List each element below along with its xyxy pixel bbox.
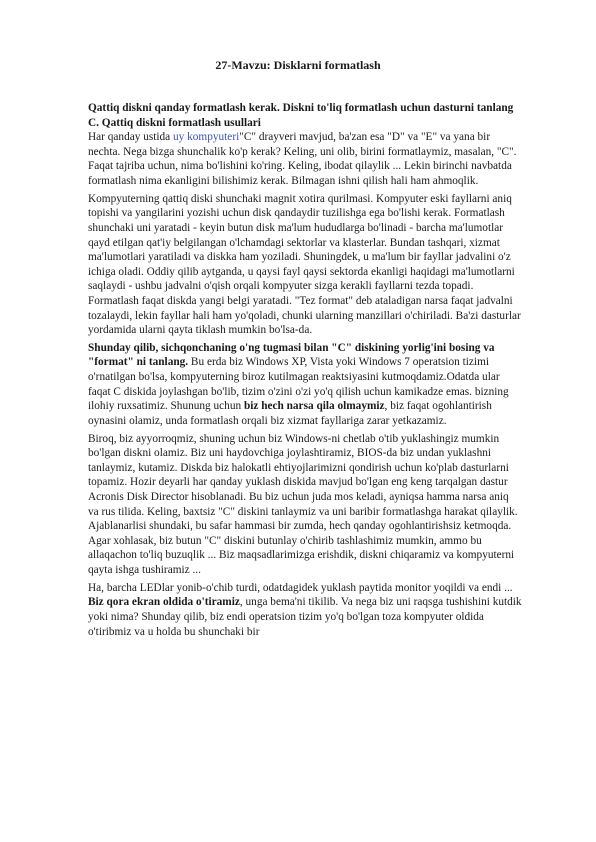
paragraph-3 bbox=[88, 341, 522, 429]
home-computer-link[interactable]: uy kompyuteri bbox=[173, 131, 240, 144]
section-heading: Qattiq diskni qanday formatlash kerak. Diskni to'liq formatlash uchun dasturni tanlang C. Qattiq diskni formatlash usullari bbox=[88, 102, 514, 129]
paragraph-5-text-end: , unga bema'ni tikilib. Va nega biz uni raqsga tushishini kutdik yoki nima? Shunday qilib, biz endi operatsion tizim yo'q bo'lgan toza kompyuter oldida o'tiribmiz va u holda bu shunchaki bir bbox=[88, 596, 522, 638]
paragraph-2: Kompyuterning qattiq diski shunchaki magnit xotira qurilmasi. Kompyuter eski fayllarni aniq topishi va yangilarini yozishi uchun disk qandaydir tuzilishga ega bo'lishi kerak. Formatlash shunchaki uni yaratadi - keyin butun disk ma'lum hududlarga bo'linadi - barcha ma'lumotlar qayd etilgan qat'iy belgilangan o'lchamdagi sektorlar va klasterlar. Bundan tashqari, xizmat ma'lumotlari yaratiladi va diskka ham yoziladi. Shuningdek, u ma'lum bir fayllar jadvalini o'z ichiga oladi. Oddiy qilib aytganda, u qaysi fayl qaysi sektorda ekanligi haqidagi ma'lumotlarni saqlaydi - ushbu jadvalni o'qish orqali kompyuter sizga kerakli fayllarni tezda topadi. Formatlash faqat diskda yangi belgi yaratadi. "Tez format" deb ataladigan narsa faqat jadvalni tozalaydi, lekin fayllar hali ham yo'qoladi, chunki ularning manzillari o'chiriladi. Ba'zi dasturlar yordamida ularni qayta tiklash mumkin bo'lsa-da. bbox=[88, 192, 521, 337]
paragraph-1-text-start: Har qanday ustida bbox=[88, 131, 174, 144]
paragraph-3-bold-phrase: biz hech narsa qila olmaymiz bbox=[243, 400, 385, 413]
document-title: 27-Mavzu: Disklarni formatlash bbox=[215, 58, 381, 72]
paragraph-4: Biroq, biz ayyorroqmiz, shuning uchun biz Windows-ni chetlab o'tib yuklashingiz mumkin bo'lgan diskni olamiz. Biz uni haydovchiga joylashtiramiz, BIOS-da biz undan yuklashni tanlaymiz, kutamiz. Diskda biz halokatli ehtiyojlarimizni qondirish uchun ko'plab dasturlarni topamiz. Hozir deyarli har qanday yuklash diskida mavjud bo'lgan eng keng tarqalgan dastur Acronis Disk Director hisoblanadi. Bu biz uchun juda mos keladi, ayniqsa hamma narsa aniq va rus tilida. Keling, baxtsiz "C" diskini tanlaymiz va uni baribir formatlashga harakat qilaylik. Ajablanarlisi shundaki, bu safar hammasi bir zumda, hech qanday ogohlantirishsiz ketmoqda. Agar xohlasak, biz butun "C" diskini butunlay o'chirib tashlashimiz mumkin, ammo bu allaqachon to'liq buzuqlik ... Biz maqsadlarimizga erishdik, diskni chiqaramiz va kompyuterni qayta ishga tushiramiz ... bbox=[88, 432, 518, 576]
paragraph-5 bbox=[88, 581, 522, 639]
paragraph-3-text-end: , biz faqat ogohlantirish oynasini olamiz, unda formatlash orqali biz xizmat fayllariga zarar yetkazamiz. bbox=[88, 400, 492, 427]
paragraph-3-bold-intro: Shunday qilib, sichqonchaning o'ng tugmasi bilan "C" diskining yorlig'ini bosing va "format" ni tanlang. bbox=[88, 341, 495, 369]
paragraph-1-text-end: "C" drayveri mavjud, ba'zan esa "D" va "E" va yana bir nechta. Nega bizga shunchalik ko'p kerak? Keling, uni olib, birini formatlaymiz, masalan, "C". Faqat tajriba uchun, nima bo'lishini ko'ring. Keling, ibodat qilaylik ... Lekin birinchi navbatda formatlash nima ekanligini bilishimiz kerak. Bilmagan ishni qilish hali ham ahmoqlik. bbox=[88, 131, 517, 187]
document-body bbox=[88, 101, 522, 642]
paragraph-5-bold-phrase: Biz qora ekran oldida o'tiramiz bbox=[88, 596, 240, 609]
paragraph-3-text: Bu erda biz Windows XP, Vista yoki Windows 7 operatsion tizimi o'rnatilgan bo'lsa, kompyuterning biroz kutilmagan reaktsiyasini kutmoqdamiz.Odatda ular faqat C diskida joylashgan bo'lib, tizim o'zini o'zi yo'q qilish uchun kamikadze emas. bizning ilohiy ruxsatimiz. Shunung uchun bbox=[88, 356, 509, 413]
paragraph-1 bbox=[88, 101, 522, 189]
paragraph-5-text: Ha, barcha LEDlar yonib-o'chib turdi, odatdagidek yuklash paytida monitor yoqildi va endi ... bbox=[88, 581, 513, 594]
